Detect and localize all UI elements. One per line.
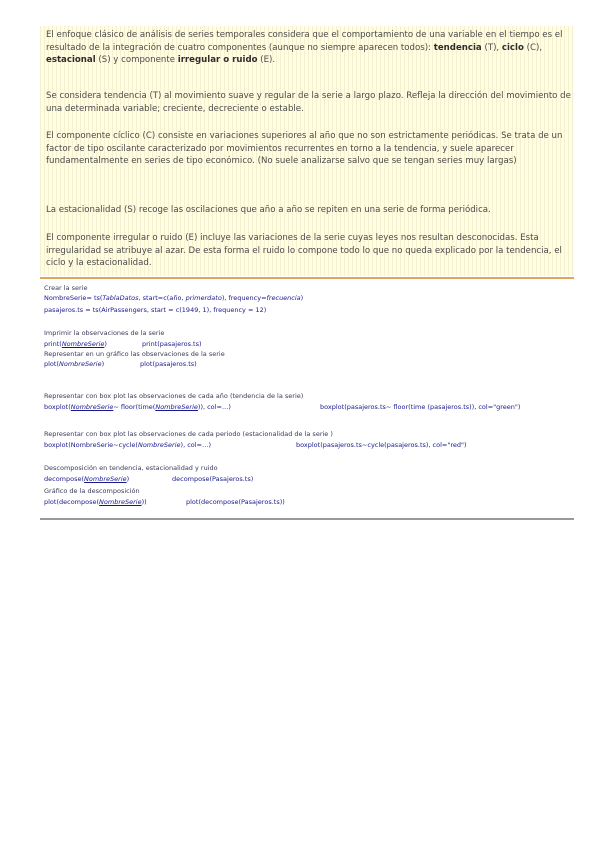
code-line-boxplot-year <box>44 403 521 411</box>
code-token: print( <box>44 340 62 348</box>
code-token: NombreSerie <box>61 340 105 348</box>
code-token: )), col=…) <box>197 403 231 411</box>
code-line-plot-decompose-example: plot(decompose(Pasajeros.ts)) <box>186 498 285 506</box>
code-line-crear-example: pasajeros.ts = ts(AirPassengers, start = c(1949, 1), frequency = 12) <box>44 306 267 314</box>
code-token: NombreSerie <box>137 441 181 449</box>
ciclo-paragraph: El componente cíclico (C) consiste en variaciones superiores al año que no son estrictamente periódicas. Se trata de un factor de tipo oscilante caracterizado por movimientos recurrentes en torno a la tendencia, y suele aparecer fundamentalmente en series de tipo económico. (No suele analizarse salvo que se tengan series muy largas) <box>46 131 563 167</box>
code-token: )) <box>141 498 147 506</box>
term-estacional: estacional <box>46 55 96 66</box>
theory-text-panel <box>40 26 574 276</box>
code-token: boxplot(NombreSerie~cycle( <box>44 441 138 449</box>
intro-text: El enfoque clásico de análisis de series temporales considera que el comportamiento de una variable en el tiempo es el resultado de la integración de cuatro componentes (aunque no siempre aparecen todos): <box>46 30 563 53</box>
code-line-boxplot-period-example: boxplot(pasajeros.ts~cycle(pasajeros.ts), col="red") <box>296 441 467 449</box>
code-line-print-example: print(pasajeros.ts) <box>142 340 202 348</box>
code-token: NombreSerie <box>59 360 102 368</box>
code-comment: Representar con box plot las observaciones de cada año (tendencia de la serie) <box>44 392 304 400</box>
code-line-plot-example: plot(pasajeros.ts) <box>140 360 197 368</box>
divider-top <box>40 277 574 279</box>
code-line-decompose <box>44 475 254 483</box>
code-comment: Representar en un gráfico las observaciones de la serie <box>44 350 225 358</box>
code-token: ), col=…) <box>180 441 212 449</box>
code-token: ) <box>104 340 107 348</box>
code-token: ) <box>300 294 304 302</box>
code-token: decompose( <box>44 475 85 483</box>
code-line-boxplot-period <box>44 441 467 449</box>
tendencia-paragraph: Se considera tendencia (T) al movimiento suave y regular de la serie a largo plazo. Refleja la dirección del movimiento de una determinada variable; creciente, decreciente o estable. <box>46 91 571 114</box>
code-token: NombreSerie <box>70 403 114 411</box>
code-token: TablaDatos <box>102 294 139 302</box>
code-token: plot(decompose( <box>44 498 100 506</box>
code-token: ) <box>101 360 105 368</box>
code-line-decompose-example: decompose(Pasajeros.ts) <box>172 475 254 483</box>
term-ciclo: ciclo <box>501 42 524 53</box>
r-code-block <box>42 284 572 516</box>
code-line-crear-generic <box>44 294 303 302</box>
term-code: (S) y componente <box>95 55 178 66</box>
term-irregular: irregular o ruido <box>177 55 258 66</box>
estacionalidad-paragraph: La estacionalidad (S) recoge las oscilaciones que año a año se repiten en una serie de forma periódica. <box>46 205 491 215</box>
code-comment: Descomposición en tendencia, estacionalidad y ruido <box>44 464 218 472</box>
code-comment: Representar con box plot las observaciones de cada periodo (estacionalidad de la serie ) <box>44 430 333 438</box>
code-token: ), frequency= <box>221 294 267 302</box>
code-token: frecuencia <box>266 294 301 302</box>
term-code: (C), <box>523 42 543 53</box>
code-token: ) <box>126 475 130 483</box>
term-code: (E). <box>257 55 276 66</box>
code-token: ~ floor(time( <box>113 403 156 411</box>
code-token: NombreSerie <box>44 294 87 302</box>
code-comment: Imprimir la observaciones de la serie <box>44 329 165 337</box>
term-code: (T), <box>481 42 502 53</box>
ruido-paragraph: El componente irregular o ruido (E) incluye las variaciones de la serie cuyas leyes nos resultan desconocidas. Esta irregularidad se atribuye al azar. De esta forma el ruido lo compone todo lo que no queda explicado por la tendencia, el ciclo y la estacionalidad. <box>46 233 562 269</box>
code-token: NombreSerie <box>99 498 142 506</box>
code-line-plot-decompose <box>44 498 285 506</box>
code-line-plot <box>44 360 197 368</box>
code-token: NombreSerie <box>155 403 198 411</box>
code-line-boxplot-year-example: boxplot(pasajeros.ts~ floor(time (pasajeros.ts)), col="green") <box>320 403 521 411</box>
code-comment: Gráfico de la descomposición <box>44 487 140 495</box>
code-token: primerdato <box>185 294 222 302</box>
code-token: plot( <box>44 360 59 368</box>
term-tendencia: tendencia <box>433 42 482 53</box>
intro-paragraph <box>46 29 574 67</box>
code-token: , start=c(año, <box>138 294 186 302</box>
code-token: = ts( <box>86 294 103 302</box>
code-comment: Crear la serie <box>44 284 88 292</box>
code-line-print <box>44 340 202 348</box>
divider-bottom <box>40 518 574 520</box>
code-token: NombreSerie <box>84 475 127 483</box>
code-token: boxplot( <box>44 403 71 411</box>
